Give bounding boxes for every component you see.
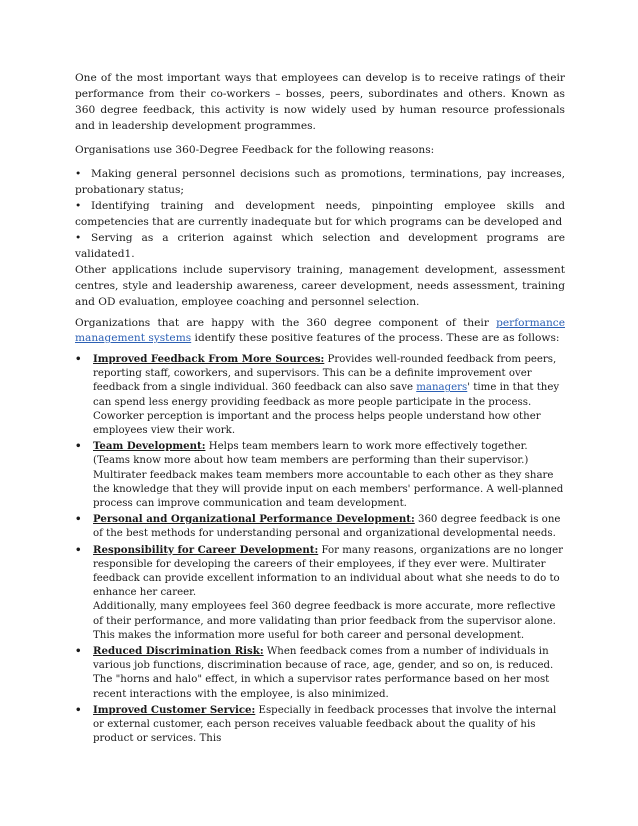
performance-management-link[interactable]: performance management systems (75, 317, 565, 344)
feature-title: Team Development: (93, 440, 206, 453)
feature-text: 360 degree feedback is one of the best methods for understanding personal and organizational developmental needs. (93, 514, 561, 540)
intro-paragraph: One of the most important ways that employees can develop is to receive ratings of their performance from their co-workers – bosses, peers, subordinates and others. Known as 360 degree feedback, this activity is now widely used by human resource professionals and in leadership development programmes. (75, 72, 565, 132)
feature-title: Improved Feedback From More Sources: (93, 353, 325, 365)
bullet-icon: • (75, 645, 82, 658)
reason-item (75, 230, 565, 262)
feature-extra-text: Additionally, many employees feel 360 degree feedback is more accurate, more reflective of their performance, and more validating than prior feedback from the supervisor alone. This makes the information more useful for both career and personal development. (93, 601, 556, 641)
features-lead-after: identify these positive features of the process. These are as follows: (191, 332, 560, 344)
feature-title: Reduced Discrimination Risk: (93, 645, 264, 658)
bullet-icon: • (75, 513, 82, 526)
feature-item (75, 543, 565, 643)
applications-paragraph: Other applications include supervisory training, management development, assessment centres, style and leadership awareness, career development, needs assessment, training and OD evaluation, employee coaching and personnel selection. (75, 264, 565, 308)
features-lead-before: Organizations that are happy with the 360 degree component of their (75, 317, 497, 329)
features-list (75, 352, 565, 746)
feature-item (75, 703, 565, 747)
feature-text: When feedback comes from a number of individuals in various job functions, discrimination because of race, age, gender, and so on, is reduced. The "horns and halo" effect, in which a supervisor rates performance based on her most recent interactions with the employee, is also minimized. (93, 646, 554, 700)
feature-title: Improved Customer Service: (93, 703, 256, 716)
bullet-icon: • (75, 200, 82, 212)
reason-text: Serving as a criterion against which selection and development programs are validated1. (75, 232, 565, 260)
feature-text: Helps team members learn to work more effectively together. (Teams know more about how team members are performing than their supervisor.) Multirater feedback makes team members more accountable to each other as they share the knowledge that they will provide input on each members' performance. A well-planned process can improve communication and team development. (93, 441, 564, 510)
features-lead (75, 316, 565, 346)
managers-link[interactable]: managers (416, 382, 468, 394)
bullet-icon: • (75, 440, 82, 453)
reasons-lead: Organisations use 360-Degree Feedback for the following reasons: (75, 144, 435, 156)
reason-item (75, 198, 565, 230)
feature-title: Responsibility for Career Development: (93, 543, 319, 556)
bullet-icon: • (75, 543, 82, 556)
bullet-icon: • (75, 353, 82, 365)
feature-item (75, 644, 565, 702)
feature-title: Personal and Organizational Performance Development: (93, 513, 415, 526)
bullet-icon: • (75, 232, 82, 244)
reason-item (75, 166, 565, 198)
feature-text: For many reasons, organizations are no longer responsible for developing the careers of their employees, if they ever were. Multirater feedback can provide excellent information to an individual about what she needs to do to enhance her career. (93, 544, 563, 599)
bullet-icon: • (75, 703, 82, 716)
feature-text: Especially in feedback processes that involve the internal or external customer, each person receives valuable feedback about the quality of his product or services. This (93, 704, 557, 745)
reason-text: Making general personnel decisions such as promotions, terminations, pay increases, probationary status; (75, 168, 565, 196)
feature-item (75, 439, 565, 511)
reasons-list (75, 166, 565, 262)
feature-item (75, 352, 565, 438)
feature-text-after: ' time in that they can spend less energy providing feedback as more people participate in the process. Coworker perception is important and the process helps people understand how other employees view their work. (93, 382, 560, 437)
reason-text: Identifying training and development needs, pinpointing employee skills and competencies that are currently inadequate but for which programs can be developed and (75, 200, 565, 228)
bullet-icon: • (75, 168, 82, 180)
feature-text: Provides well-rounded feedback from peers, reporting staff, coworkers, and supervisors. This can be a definite improvement over feedback from a single individual. 360 feedback can also save (93, 354, 557, 394)
feature-item (75, 512, 565, 541)
